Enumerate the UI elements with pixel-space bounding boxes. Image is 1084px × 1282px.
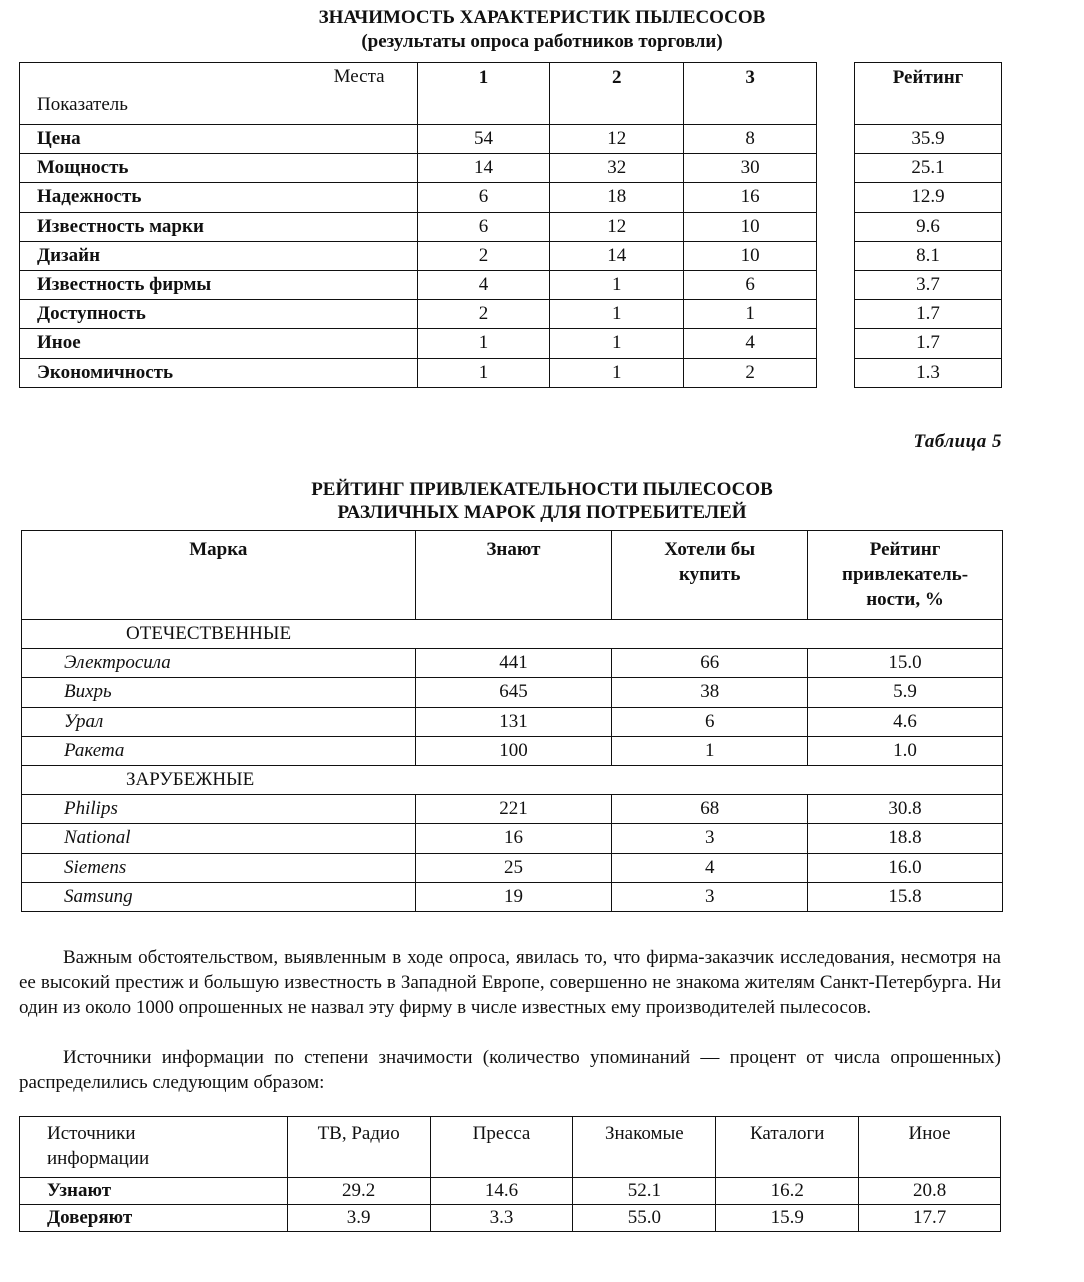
place-2-count: 18 [550, 183, 684, 212]
want-to-buy-count: 68 [612, 795, 808, 824]
header-acquaintances: Знакомые [573, 1117, 716, 1178]
indicator-label: Дизайн [20, 241, 418, 270]
header-brand: Марка [22, 531, 416, 620]
table-row [22, 824, 1003, 853]
place-3-count: 30 [684, 154, 817, 183]
header-know: Знают [415, 531, 612, 620]
table1-title: ЗНАЧИМОСТЬ ХАРАКТЕРИСТИК ПЫЛЕСОСОВ [318, 7, 766, 28]
know-count: 25 [415, 853, 612, 882]
header-tv-radio: ТВ, Радио [287, 1117, 430, 1178]
table-row [20, 212, 817, 241]
table1-subtitle: (результаты опроса работников торговли) [361, 31, 723, 52]
table-row [20, 154, 817, 183]
source-metric-label: Узнают [20, 1178, 288, 1205]
place-2-count: 32 [550, 154, 684, 183]
table-row [855, 183, 1002, 212]
rating-value: 9.6 [855, 212, 1002, 241]
indicator-label: Доступность [20, 300, 418, 329]
know-count: 131 [415, 707, 612, 736]
rating-value: 8.1 [855, 241, 1002, 270]
place-3-count: 6 [684, 270, 817, 299]
know-count: 441 [415, 649, 612, 678]
indicator-label: Цена [20, 125, 418, 154]
source-value-5: 20.8 [859, 1178, 1001, 1205]
information-sources-table [19, 1116, 1001, 1232]
indicator-label: Известность марки [20, 212, 418, 241]
table-number: Таблица 5 [913, 431, 1002, 452]
header-indicator: Показатель [37, 94, 128, 115]
place-1-count: 4 [417, 270, 550, 299]
attractiveness-rating: 15.8 [808, 882, 1003, 911]
brand-attractiveness-table [21, 530, 1003, 912]
source-value-4: 15.9 [716, 1205, 859, 1232]
rating-table [854, 62, 1002, 388]
know-count: 19 [415, 882, 612, 911]
place-2-count: 12 [550, 212, 684, 241]
header-catalogs: Каталоги [716, 1117, 859, 1178]
source-value-3: 55.0 [573, 1205, 716, 1232]
table-row [20, 300, 817, 329]
want-to-buy-count: 4 [612, 853, 808, 882]
rating-value: 1.3 [855, 358, 1002, 387]
header-place-1: 1 [417, 63, 550, 125]
table-row [855, 154, 1002, 183]
place-3-count: 10 [684, 241, 817, 270]
place-2-count: 1 [550, 358, 684, 387]
table5-subtitle: РАЗЛИЧНЫХ МАРОК ДЛЯ ПОТРЕБИТЕЛЕЙ [337, 502, 747, 523]
place-3-count: 10 [684, 212, 817, 241]
table-row [22, 882, 1003, 911]
brand-name: Ракета [22, 736, 416, 765]
place-1-count: 1 [417, 358, 550, 387]
attractiveness-rating: 5.9 [808, 678, 1003, 707]
indicator-label: Иное [20, 329, 418, 358]
source-value-3: 52.1 [573, 1178, 716, 1205]
source-value-4: 16.2 [716, 1178, 859, 1205]
group-row [22, 765, 1003, 794]
source-value-1: 29.2 [287, 1178, 430, 1205]
want-to-buy-count: 66 [612, 649, 808, 678]
header-place-2: 2 [550, 63, 684, 125]
table-row [855, 300, 1002, 329]
place-3-count: 1 [684, 300, 817, 329]
table-row [20, 125, 817, 154]
know-count: 645 [415, 678, 612, 707]
indicator-label: Мощность [20, 154, 418, 183]
place-1-count: 54 [417, 125, 550, 154]
place-1-count: 14 [417, 154, 550, 183]
header-place-3: 3 [684, 63, 817, 125]
place-1-count: 6 [417, 183, 550, 212]
attractiveness-rating: 30.8 [808, 795, 1003, 824]
header-other: Иное [859, 1117, 1001, 1178]
want-to-buy-count: 3 [612, 882, 808, 911]
header-rating: Рейтинг привлекатель- ности, % [808, 531, 1003, 620]
rating-value: 1.7 [855, 329, 1002, 358]
group-label: ОТЕЧЕСТВЕННЫЕ [22, 620, 1003, 649]
table-row [855, 329, 1002, 358]
characteristics-table [19, 62, 817, 388]
table-header-row [20, 1117, 1001, 1178]
table-row [22, 707, 1003, 736]
rating-value: 35.9 [855, 125, 1002, 154]
header-places: Места [333, 66, 385, 87]
place-1-count: 1 [417, 329, 550, 358]
indicator-label: Экономичность [20, 358, 418, 387]
brand-name: Samsung [22, 882, 416, 911]
know-count: 221 [415, 795, 612, 824]
header-press: Пресса [430, 1117, 573, 1178]
attractiveness-rating: 1.0 [808, 736, 1003, 765]
header-sources: Источники информации [20, 1117, 288, 1178]
place-2-count: 12 [550, 125, 684, 154]
rating-value: 1.7 [855, 300, 1002, 329]
table-row [855, 358, 1002, 387]
place-2-count: 1 [550, 270, 684, 299]
table-row [855, 270, 1002, 299]
want-to-buy-count: 1 [612, 736, 808, 765]
brand-name: Электросила [22, 649, 416, 678]
rating-value: 3.7 [855, 270, 1002, 299]
place-3-count: 2 [684, 358, 817, 387]
table-row [20, 1178, 1001, 1205]
brand-name: Вихрь [22, 678, 416, 707]
attractiveness-rating: 18.8 [808, 824, 1003, 853]
brand-name: Philips [22, 795, 416, 824]
group-label: ЗАРУБЕЖНЫЕ [22, 765, 1003, 794]
table-header-row [855, 63, 1002, 125]
rating-value: 12.9 [855, 183, 1002, 212]
place-3-count: 8 [684, 125, 817, 154]
place-2-count: 1 [550, 329, 684, 358]
source-value-1: 3.9 [287, 1205, 430, 1232]
indicator-label: Известность фирмы [20, 270, 418, 299]
table-row [22, 736, 1003, 765]
group-row [22, 620, 1003, 649]
know-count: 16 [415, 824, 612, 853]
table-row [855, 125, 1002, 154]
table-row [855, 212, 1002, 241]
place-3-count: 16 [684, 183, 817, 212]
table-row [20, 270, 817, 299]
attractiveness-rating: 16.0 [808, 853, 1003, 882]
indicator-label: Надежность [20, 183, 418, 212]
attractiveness-rating: 4.6 [808, 707, 1003, 736]
table-row [22, 853, 1003, 882]
want-to-buy-count: 38 [612, 678, 808, 707]
table-header-row [22, 531, 1003, 620]
source-value-2: 14.6 [430, 1178, 573, 1205]
table-row [22, 678, 1003, 707]
table-row [20, 329, 817, 358]
know-count: 100 [415, 736, 612, 765]
source-value-2: 3.3 [430, 1205, 573, 1232]
place-1-count: 2 [417, 241, 550, 270]
place-3-count: 4 [684, 329, 817, 358]
table-row [20, 241, 817, 270]
brand-name: National [22, 824, 416, 853]
place-2-count: 14 [550, 241, 684, 270]
table-row [22, 649, 1003, 678]
table-row [20, 358, 817, 387]
place-2-count: 1 [550, 300, 684, 329]
table-row [855, 241, 1002, 270]
source-metric-label: Доверяют [20, 1205, 288, 1232]
brand-name: Siemens [22, 853, 416, 882]
body-paragraph-2: Источники информации по степени значимости (количество упоминаний — процент от числа опрошенных) распределились следующим образом: [19, 1047, 1001, 1093]
table5-title: РЕЙТИНГ ПРИВЛЕКАТЕЛЬНОСТИ ПЫЛЕСОСОВ [311, 479, 773, 500]
place-1-count: 2 [417, 300, 550, 329]
table-header-row [20, 63, 817, 125]
table-row [20, 1205, 1001, 1232]
attractiveness-rating: 15.0 [808, 649, 1003, 678]
table-row [20, 183, 817, 212]
table-row [22, 795, 1003, 824]
place-1-count: 6 [417, 212, 550, 241]
want-to-buy-count: 3 [612, 824, 808, 853]
want-to-buy-count: 6 [612, 707, 808, 736]
body-paragraph-1: Важным обстоятельством, выявленным в ходе опроса, явилась то, что фирма-заказчик исследования, несмотря на ее высокий престиж и большую известность в Западной Европе, совершенно не знакома жителям Санкт-Петербурга. Ни один из около 1000 опрошенных не назвал эту фирму в числе известных ему производителей пылесосов. [19, 947, 1001, 1018]
header-rating: Рейтинг [855, 63, 1002, 125]
diagonal-header-cell [20, 63, 418, 125]
source-value-5: 17.7 [859, 1205, 1001, 1232]
brand-name: Урал [22, 707, 416, 736]
rating-value: 25.1 [855, 154, 1002, 183]
header-want-to-buy: Хотели бы купить [612, 531, 808, 620]
